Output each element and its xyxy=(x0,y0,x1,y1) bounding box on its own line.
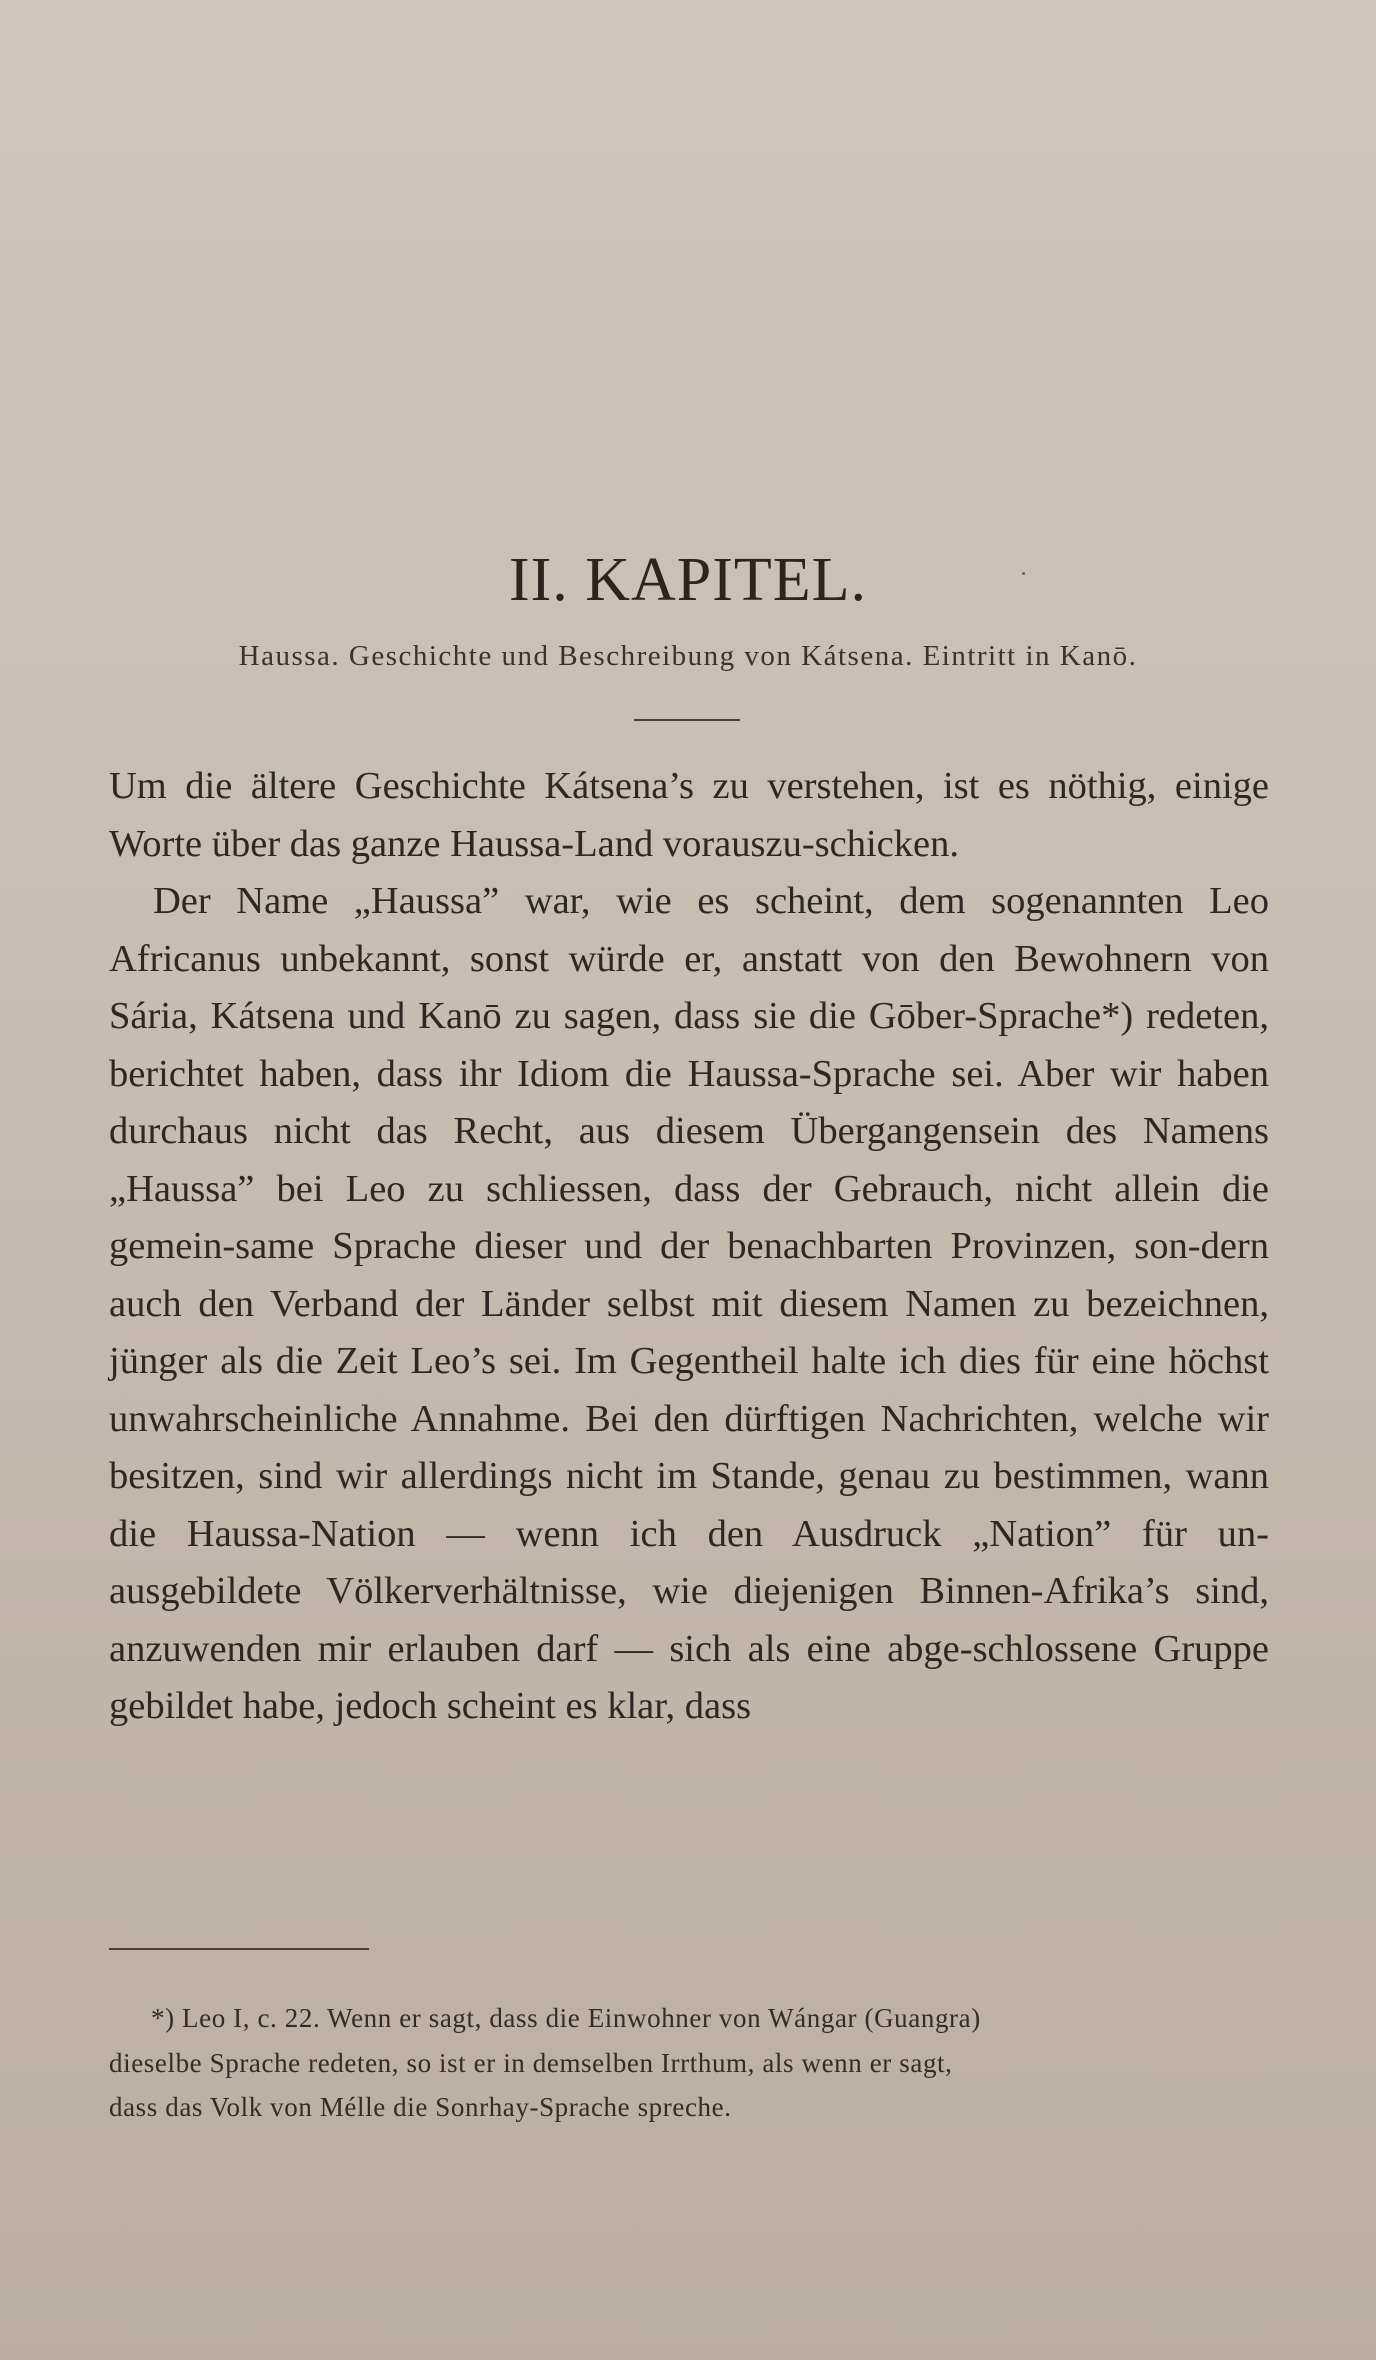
footnote-divider xyxy=(109,1948,369,1950)
footnote-line: *) Leo I, c. 22. Wenn er sagt, dass die Einwohner von Wángar (Guangra) xyxy=(151,2003,981,2033)
footnote-line: dieselbe Sprache redeten, so ist er in demselben Irrthum, als wenn er sagt, xyxy=(109,2047,953,2078)
chapter-title: II. KAPITEL. xyxy=(508,546,868,614)
title-divider xyxy=(634,719,740,721)
paragraph: Um die ältere Geschichte Kátsena’s zu verstehen, ist es nöthig, einige Worte über das ganze Haussa-Land vorauszu-schicken. xyxy=(109,765,1269,865)
footnote xyxy=(109,1996,1273,2130)
body-text xyxy=(109,758,1269,1736)
chapter-summary: Haussa. Geschichte und Beschreibung von Kátsena. Eintritt in Kanō. xyxy=(238,640,1138,672)
footnote-line: dass das Volk von Mélle die Sonrhay-Sprache spreche. xyxy=(109,2092,732,2122)
paragraph: Der Name „Haussa” war, wie es scheint, dem sogenannten Leo Africanus unbekannt, sonst würde er, anstatt von den Bewohnern von Sária, Kátsena und Kanō zu sagen, dass sie die Gōber-Sprache*) redeten, berichtet haben, dass ihr Idiom die Haussa-Sprache sei. Aber wir haben durchaus nicht das Recht, aus diesem Übergangensein des Namens „Haussa” bei Leo zu schliessen, dass der Gebrauch, nicht allein die gemein-same Sprache dieser und der benachbarten Provinzen, son-dern auch den Verband der Länder selbst mit diesem Namen zu bezeichnen, jünger als die Zeit Leo’s sei. Im Gegentheil halte ich dies für eine höchst unwahrscheinliche Annahme. Bei den dürftigen Nachrichten, welche wir besitzen, sind wir allerdings nicht im Stande, genau zu bestimmen, wann die Haussa-Nation — wenn ich den Ausdruck „Nation” für un-ausgebildete Völkerverhältnisse, wie diejenigen Binnen-Afrika’s sind, anzuwenden mir erlauben darf — sich als eine abge-schlossene Gruppe gebildet habe, jedoch scheint es klar, dass xyxy=(109,880,1269,1727)
